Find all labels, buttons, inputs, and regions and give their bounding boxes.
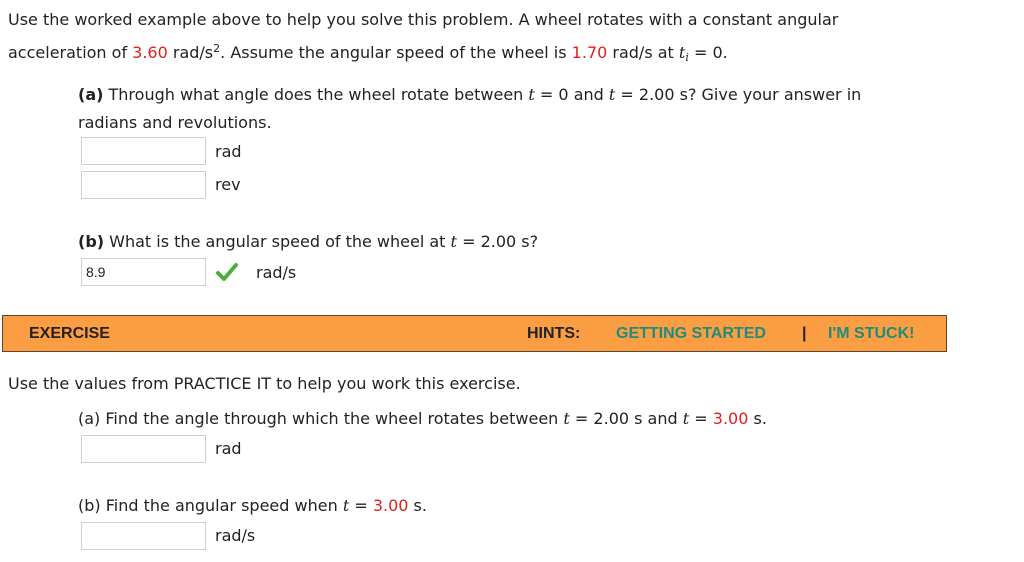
unit-rad-label: rad	[215, 439, 242, 458]
part-b-text: What is the angular speed of the wheel at	[104, 232, 451, 251]
unit-rad-per-s-label: rad/s	[256, 263, 297, 282]
time-variable: t	[528, 85, 535, 104]
initial-speed-value: 1.70	[571, 43, 608, 62]
checkmark-icon	[216, 262, 238, 282]
unit-rad-per-s-label: rad/s	[215, 526, 256, 545]
part-a-text: = 2.00 s? Give your answer in	[615, 85, 862, 104]
problem-text: = 0.	[688, 43, 728, 62]
angular-speed-input[interactable]	[81, 258, 206, 286]
exercise-a-text: s.	[748, 409, 767, 428]
exercise-intro: Use the values from PRACTICE IT to help you work this exercise.	[8, 374, 521, 393]
part-a-text: Through what angle does the wheel rotate between	[103, 85, 529, 104]
time-variable: t	[608, 85, 616, 104]
exercise-b-text: =	[349, 496, 373, 515]
time-subscript: i	[685, 51, 689, 64]
problem-text-line1: Use the worked example above to help you solve this problem. A wheel rotates with a constant angular	[8, 10, 839, 29]
part-a-text: = 0 and	[534, 85, 609, 104]
hint-separator: |	[802, 325, 807, 342]
hint-im-stuck-link[interactable]: I'M STUCK!	[828, 325, 915, 342]
time-value: 3.00	[712, 409, 749, 428]
exponent: 2	[213, 42, 221, 55]
time-variable: t	[678, 43, 686, 62]
exercise-a-text: (a) Find the angle through which the wheel rotates between	[78, 409, 564, 428]
unit-rad-label: rad	[215, 142, 242, 161]
exercise-title: EXERCISE	[29, 325, 110, 342]
problem-text: rad/s at	[607, 43, 679, 62]
time-variable: t	[342, 496, 350, 515]
exercise-b-text: s.	[408, 496, 427, 515]
exercise-a-question	[78, 409, 767, 428]
time-variable: t	[563, 409, 570, 428]
unit-rev-label: rev	[215, 175, 241, 194]
angle-rad-input[interactable]	[81, 137, 206, 165]
problem-text: rad/s	[167, 43, 214, 62]
exercise-a-text: =	[689, 409, 713, 428]
exercise-bar	[2, 315, 947, 352]
time-variable: t	[682, 409, 690, 428]
hint-getting-started-link[interactable]: GETTING STARTED	[616, 325, 766, 342]
time-value: 3.00	[372, 496, 409, 515]
hints-label: HINTS:	[527, 325, 581, 342]
part-a-question-line2: radians and revolutions.	[78, 113, 272, 132]
part-a-label: (a)	[78, 85, 104, 104]
time-variable: t	[450, 232, 457, 251]
part-b-question	[78, 232, 538, 251]
exercise-b-text: (b) Find the angular speed when	[78, 496, 343, 515]
problem-text: . Assume the angular speed of the wheel is	[220, 43, 572, 62]
part-b-text: = 2.00 s?	[456, 232, 539, 251]
exercise-angle-input[interactable]	[81, 435, 206, 463]
angle-rev-input[interactable]	[81, 171, 206, 199]
acceleration-value: 3.60	[132, 43, 168, 62]
exercise-a-text: = 2.00 s and	[569, 409, 683, 428]
part-b-label: (b)	[78, 232, 105, 251]
exercise-speed-input[interactable]	[81, 522, 206, 550]
part-a-question	[78, 85, 861, 104]
problem-text-line2	[8, 42, 728, 64]
problem-text: acceleration of	[8, 43, 133, 62]
exercise-b-question	[78, 496, 427, 515]
